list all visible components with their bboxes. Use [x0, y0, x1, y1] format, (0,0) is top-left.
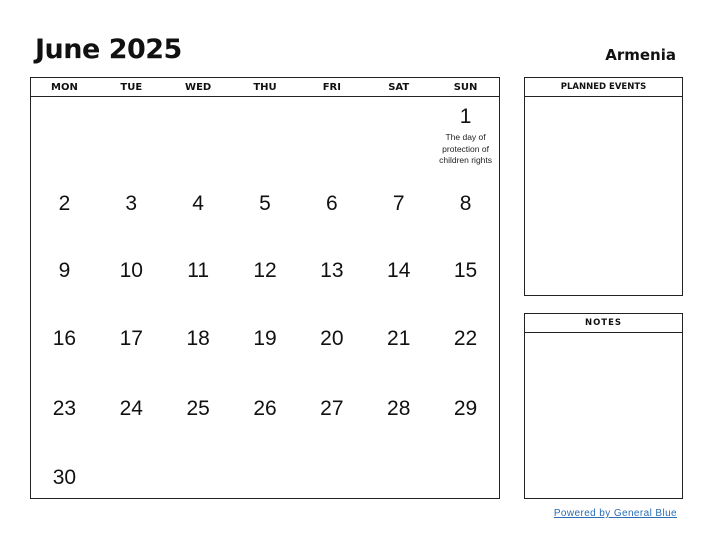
day-number: 12: [253, 259, 277, 282]
weekday-sun: SUN: [453, 82, 478, 93]
day-number: 5: [259, 192, 271, 215]
notes-title: NOTES: [525, 314, 682, 333]
day-cell-22: [432, 298, 499, 368]
day-cell-3: [98, 163, 165, 230]
day-number: 16: [52, 327, 77, 350]
month-calendar: [30, 77, 500, 499]
empty-day-cell: [98, 437, 165, 498]
empty-day-cell: [298, 97, 365, 163]
day-number: 10: [119, 259, 143, 282]
day-cell-16: [31, 298, 98, 368]
day-number: 15: [453, 259, 478, 282]
day-cell-4: [165, 163, 232, 230]
empty-day-cell: [298, 437, 365, 498]
day-cell-25: [165, 368, 232, 437]
empty-day-cell: [232, 437, 299, 498]
page-title: June 2025: [35, 34, 182, 65]
day-number: 29: [453, 397, 478, 420]
day-cell-7: [365, 163, 432, 230]
weekday-wed: WED: [185, 82, 212, 93]
day-cell-11: [165, 230, 232, 298]
empty-day-cell: [165, 437, 232, 498]
day-number: 28: [387, 397, 411, 420]
day-cell-29: [432, 368, 499, 437]
day-cell-18: [165, 298, 232, 368]
calendar-grid: [31, 97, 499, 498]
planned-events-title: PLANNED EVENTS: [525, 78, 682, 97]
weekday-mon: MON: [51, 82, 78, 93]
empty-day-cell: [165, 97, 232, 163]
notes-panel: [524, 313, 683, 499]
holiday-label: The day of protection of children rights: [439, 132, 493, 165]
day-number: 19: [253, 327, 277, 350]
day-cell-19: [232, 298, 299, 368]
day-cell-10: [98, 230, 165, 298]
day-number: 3: [125, 192, 138, 215]
day-number: 20: [320, 327, 344, 350]
day-cell-23: [31, 368, 98, 437]
day-cell-20: [298, 298, 365, 368]
empty-day-cell: [98, 97, 165, 163]
weekday-thu: THU: [253, 82, 277, 93]
empty-day-cell: [232, 97, 299, 163]
day-cell-30: [31, 437, 98, 498]
day-number: 26: [253, 397, 277, 420]
day-cell-26: [232, 368, 299, 437]
day-number: 8: [459, 192, 472, 215]
day-number: 25: [186, 397, 210, 420]
day-cell-28: [365, 368, 432, 437]
day-number: 2: [58, 192, 71, 215]
day-number: 22: [453, 327, 478, 350]
day-number: 30: [52, 466, 77, 489]
day-cell-2: [31, 163, 98, 230]
day-number: 21: [387, 327, 411, 350]
empty-day-cell: [31, 97, 98, 163]
empty-day-cell: [365, 437, 432, 498]
day-number: 13: [320, 259, 344, 282]
day-number: 18: [186, 327, 210, 350]
weekday-header: [31, 78, 499, 97]
day-number: 4: [192, 192, 204, 215]
day-number: 17: [119, 327, 143, 350]
day-number: 23: [52, 397, 77, 420]
day-number: 1: [459, 105, 472, 128]
weekday-fri: FRI: [322, 82, 341, 93]
day-cell-9: [31, 230, 98, 298]
day-cell-14: [365, 230, 432, 298]
day-number: 24: [119, 397, 143, 420]
day-number: 27: [320, 397, 344, 420]
day-cell-27: [298, 368, 365, 437]
empty-day-cell: [432, 437, 499, 498]
weekday-sat: SAT: [388, 82, 410, 93]
day-cell-5: [232, 163, 299, 230]
day-number: 7: [392, 192, 405, 215]
day-cell-8: [432, 163, 499, 230]
day-cell-12: [232, 230, 299, 298]
day-number: 14: [387, 259, 411, 282]
day-cell-13: [298, 230, 365, 298]
day-cell-24: [98, 368, 165, 437]
planned-events-panel: [524, 77, 683, 296]
day-cell-6: [298, 163, 365, 230]
country-label: Armenia: [605, 46, 676, 64]
day-number: 9: [58, 259, 71, 282]
day-number: 11: [187, 259, 210, 282]
weekday-tue: TUE: [120, 82, 143, 93]
powered-by-link[interactable]: Powered by General Blue: [553, 508, 677, 519]
day-cell-17: [98, 298, 165, 368]
empty-day-cell: [365, 97, 432, 163]
day-cell-21: [365, 298, 432, 368]
day-cell-15: [432, 230, 499, 298]
day-number: 6: [326, 192, 338, 215]
day-cell-1: [432, 97, 499, 163]
